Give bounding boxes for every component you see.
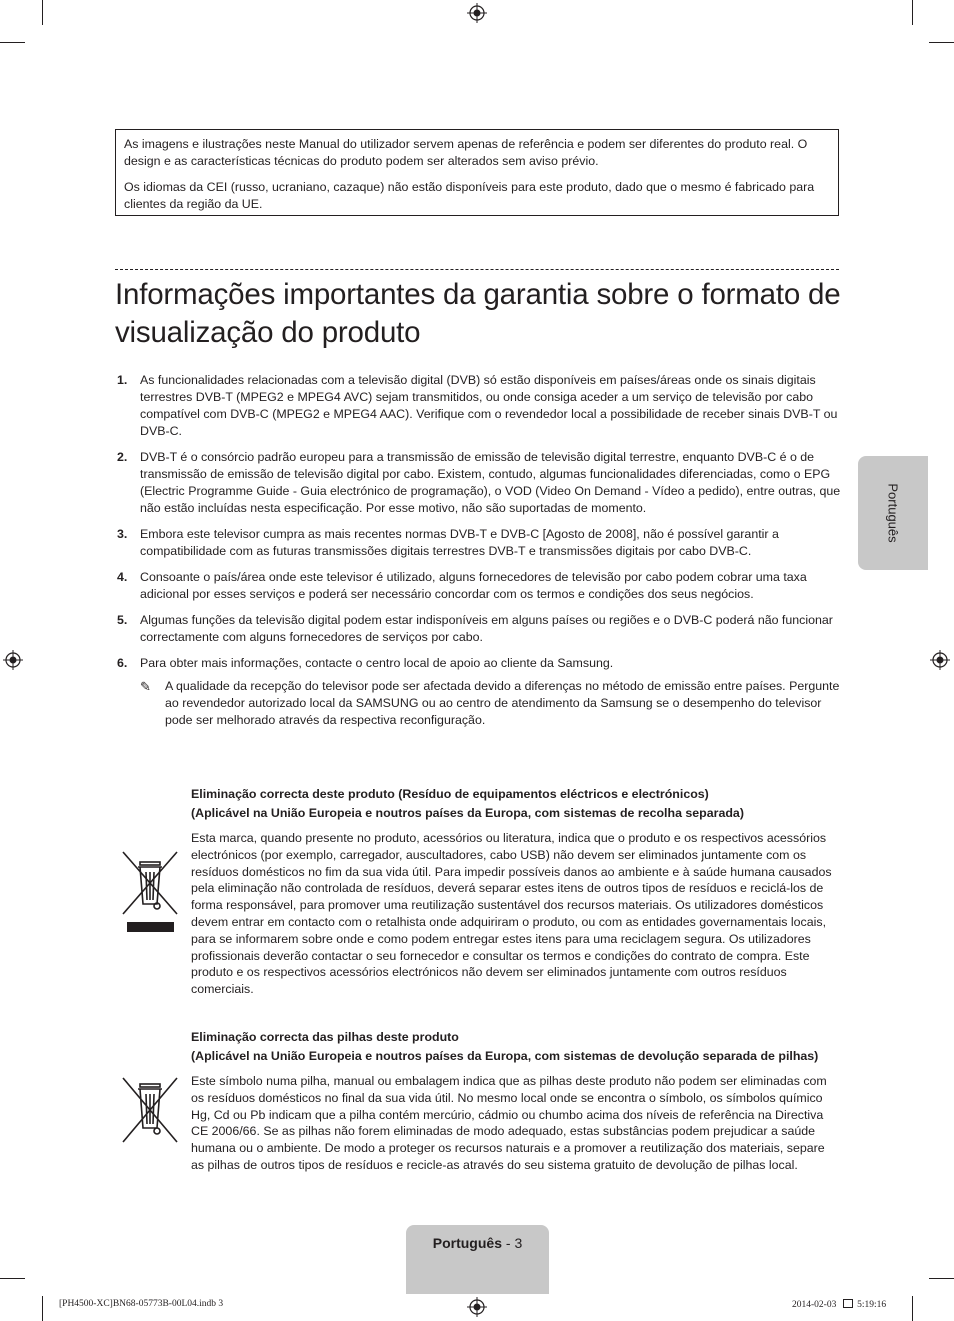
list-item: [115, 449, 841, 517]
pencil-icon: ✎: [140, 679, 151, 694]
page-number-tab: [406, 1225, 549, 1294]
footer-date: 2014-02-03: [792, 1300, 837, 1310]
battery-section: [191, 1028, 841, 1174]
section-heading: Eliminação correcta deste produto (Resíduo de equipamentos eléctricos e electrónicos): [191, 787, 709, 801]
language-tab-label: Português: [885, 483, 901, 543]
section-heading: (Aplicável na União Europeia e noutros países da Europa, com sistemas de recolha separada): [191, 805, 744, 820]
language-tab: [858, 456, 928, 570]
crossed-bin-icon: [120, 848, 180, 934]
list-item: [115, 372, 841, 440]
list-item-text: DVB-T é o consórcio padrão europeu para a transmissão de emissão de televisão digital terrestre, enquanto DVB-C é o de transmissão de emissão de televisão digital por cabo. Existem, contudo, algumas funcionalidades diferenciadas, como o EPG (Electric Programme Guide - Guia electrónico de programação), o VOD (Video On Demand - Vídeo a pedido), entre outras, que não estão incluídas nesta especificação. Por esse motivo, não são suportadas de momento.: [140, 450, 841, 515]
footer-filename: [PH4500-XC]BN68-05773B-00L04.indb 3: [59, 1299, 224, 1309]
section-body: Este símbolo numa pilha, manual ou embalagem indica que as pilhas deste produto não podem ser eliminadas com os resíduos domésticos no final da sua vida útil. No mesmo local onde se encontra o símbolo, os símbolos químico Hg, Cd ou Pb indicam que a pilha contém mercúrio, cádmio ou chumbo acima dos níveis de referência na Directiva CE 2006/66. Se as pilhas não forem eliminadas de modo adequado, estas substâncias podem prejudicar a saúde humana ou o ambiente. De modo a proteger os recursos naturais e a promover a reutilização dos materiais, separe as pilhas de outros tipos de resíduos e recicle-as através do seu sistema gratuito de devolução de pilhas local.: [191, 1074, 827, 1172]
page-language: Português: [432, 1235, 502, 1251]
crop-mark: [929, 42, 954, 43]
registration-mark-icon: [930, 650, 950, 670]
crop-mark: [929, 1278, 954, 1279]
crop-mark: [42, 1296, 43, 1321]
list-item-number: 3.: [117, 527, 128, 541]
list-item-number: 1.: [117, 373, 128, 387]
section-body: Esta marca, quando presente no produto, acessórios ou literatura, indica que o produto e os respectivos acessórios electrónicos (por exemplo, carregador, auscultadores, cabo USB) não devem ser eliminados juntamente com os resíduos domésticos no fim da sua vida útil. Para impedir possíveis danos ao ambiente e à saúde humana causados pela eliminação não controlada de resíduos, deverá separar estes itens de outros tipos de resíduos e reciclá-los de forma responsável, para promover uma reutilização sustentável dos recursos materiais. Os utilizadores domésticos devem entrar em contacto com o retalhista onde adquiriram o produto, ou com as entidades governamentais locais, para se informarem sobre onde e como podem entregar estes itens para uma reciclagem segura. Os utilizadores profissionais deverão contactar o seu fornecedor e consultar os termos e condições do contrato de compra. Este produto e os respectivos acessórios electrónicos não devem ser eliminados juntamente com outros resíduos comerciais.: [191, 831, 832, 997]
list-item-number: 4.: [117, 570, 128, 584]
clock-icon: [843, 1299, 853, 1308]
list-item-text: Algumas funções da televisão digital podem estar indisponíveis em alguns países ou regiões e o DVB-C poderá não funcionar correctamente com alguns fornecedores de serviços por cabo.: [140, 613, 833, 644]
notice-paragraph: As imagens e ilustrações neste Manual do utilizador servem apenas de referência e podem ser diferentes do produto real. O design e as características técnicas do produto podem ser alterados sem aviso prévio.: [124, 137, 808, 168]
registration-mark-icon: [467, 3, 487, 23]
page-separator: -: [501, 1235, 515, 1251]
list-item-number: 2.: [117, 450, 128, 464]
list-item: [115, 569, 841, 603]
crop-mark: [42, 0, 43, 25]
crop-mark: [912, 1296, 913, 1321]
footer-time: 5:19:16: [857, 1300, 887, 1310]
page-title: Informações importantes da garantia sobre o formato de visualização do produto: [115, 278, 841, 349]
notice-box: [115, 129, 839, 216]
section-heading: Eliminação correcta das pilhas deste produto: [191, 1030, 459, 1044]
list-item-text: Para obter mais informações, contacte o centro local de apoio ao cliente da Samsung.: [140, 656, 614, 670]
list-item-number: 6.: [117, 656, 128, 670]
list-item: [115, 655, 841, 729]
list-item-number: 5.: [117, 613, 128, 627]
numbered-list: [115, 372, 841, 738]
crossed-bin-icon: [120, 1076, 180, 1146]
crop-mark: [0, 1278, 25, 1279]
notice-paragraph: Os idiomas da CEI (russo, ucraniano, cazaque) não estão disponíveis para este produto, dado que o mesmo é fabricado para clientes da região da UE.: [124, 180, 815, 211]
footer-timestamp: [792, 1299, 886, 1310]
registration-mark-icon: [3, 650, 23, 670]
list-item: [115, 612, 841, 646]
registration-mark-icon: [467, 1297, 487, 1317]
crop-mark: [0, 42, 25, 43]
weee-section: [191, 785, 841, 998]
note: [140, 678, 841, 729]
list-item-text: Consoante o país/área onde este televisor é utilizado, alguns fornecedores de televisão por cabo podem cobrar uma taxa adicional por esses serviços e poderá ser necessário concordar com os termos e condições dos seus negócios.: [140, 570, 807, 601]
page-number: 3: [514, 1235, 523, 1251]
list-item: [115, 526, 841, 560]
note-text: A qualidade da recepção do televisor pode ser afectada devido a diferenças no método de emissão entre países. Pergunte ao revendedor autorizado local da SAMSUNG ou ao centro de atendimento da Samsung se o desempenho do televisor pode ser melhorado através da respectiva reconfiguração.: [165, 679, 840, 727]
dashed-divider: [115, 269, 839, 270]
list-item-text: Embora este televisor cumpra as mais recentes normas DVB-T e DVB-C [Agosto de 2008], não é possível garantir a compatibilidade com as futuras transmissões digitais terrestres DVB-T e transmissões digitais por cabo DVB-C.: [140, 527, 779, 558]
crop-mark: [912, 0, 913, 25]
section-heading: (Aplicável na União Europeia e noutros países da Europa, com sistemas de devolução separada de pilhas): [191, 1048, 819, 1063]
list-item-text: As funcionalidades relacionadas com a televisão digital (DVB) só estão disponíveis em países/áreas onde os sinais digitais terrestres DVB-T (MPEG2 e MPEG4 AVC) sejam transmitidos, ou onde consiga aceder a um serviço de televisão por cabo compatível com DVB-C (MPEG2 e MPEG4 AAC). Verifique com o revendedor local a possibilidade de receber sinais DVB-T ou DVB-C.: [140, 373, 838, 438]
